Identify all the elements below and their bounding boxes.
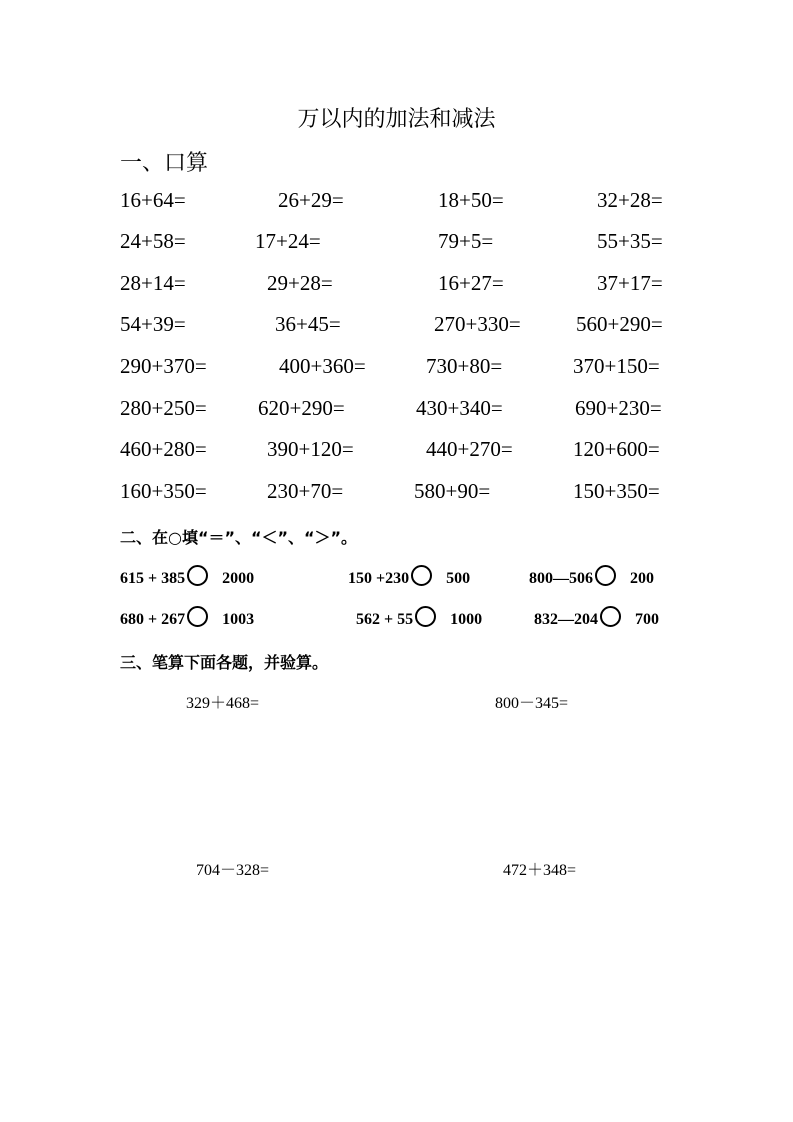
oral-item: 16+27= (438, 271, 504, 295)
compare-right: 200 (630, 569, 654, 587)
compare-right: 1003 (222, 610, 255, 628)
oral-item: 690+230= (575, 396, 662, 420)
oral-item: 280+250= (120, 396, 207, 420)
section2-heading: 二、在○填“＝”、“＜”、“＞”。 (120, 528, 358, 547)
oral-item: 560+290= (576, 312, 663, 336)
oral-item: 400+360= (279, 354, 366, 378)
oral-item: 36+45= (275, 312, 341, 336)
oral-item: 390+120= (267, 437, 354, 461)
oral-item: 55+35= (597, 229, 663, 253)
compare-right: 700 (635, 610, 659, 628)
oral-item: 26+29= (278, 188, 344, 212)
page-title: 万以内的加法和减法 (297, 107, 496, 132)
oral-item: 230+70= (267, 479, 344, 503)
oral-item: 160+350= (120, 479, 207, 503)
compare-item (120, 568, 254, 589)
answer-circle[interactable] (187, 606, 208, 627)
compare-right: 1000 (450, 610, 483, 628)
compare-item (348, 568, 470, 589)
oral-item: 730+80= (426, 354, 503, 378)
compare-left: 150 +230 (348, 569, 410, 587)
oral-item: 430+340= (416, 396, 503, 420)
oral-item: 17+24= (255, 229, 321, 253)
oral-item: 370+150= (573, 354, 660, 378)
oral-item: 460+280= (120, 437, 207, 461)
written-problem: 329＋468= (186, 695, 260, 712)
oral-item: 79+5= (438, 229, 494, 253)
answer-circle[interactable] (187, 565, 208, 586)
compare-left: 832—204 (534, 610, 598, 628)
answer-circle[interactable] (411, 565, 432, 586)
oral-item: 120+600= (573, 437, 660, 461)
compare-item (120, 609, 254, 630)
section3-heading: 三、笔算下面各题，并验算。 (120, 653, 329, 672)
oral-item: 54+39= (120, 312, 186, 336)
oral-item: 150+350= (573, 479, 660, 503)
compare-item (356, 609, 482, 630)
compare-item (534, 609, 659, 630)
oral-item: 29+28= (267, 271, 333, 295)
compare-left: 680 + 267 (120, 610, 186, 628)
oral-item: 620+290= (258, 396, 345, 420)
written-problem: 800－345= (495, 695, 569, 712)
oral-item: 18+50= (438, 188, 504, 212)
oral-item: 270+330= (434, 312, 521, 336)
oral-item: 290+370= (120, 354, 207, 378)
compare-right: 500 (446, 569, 471, 587)
oral-item: 16+64= (120, 188, 186, 212)
compare-left: 800—506 (529, 569, 593, 587)
compare-right: 2000 (222, 569, 255, 587)
compare-item (529, 568, 654, 589)
oral-item: 32+28= (597, 188, 663, 212)
oral-item: 580+90= (414, 479, 491, 503)
oral-item: 24+58= (120, 229, 186, 253)
written-problem: 704－328= (196, 862, 270, 879)
oral-item: 440+270= (426, 437, 513, 461)
compare-left: 562 + 55 (356, 610, 414, 628)
oral-item: 37+17= (597, 271, 663, 295)
answer-circle[interactable] (600, 606, 621, 627)
answer-circle[interactable] (415, 606, 436, 627)
compare-left: 615 + 385 (120, 569, 186, 587)
written-problem: 472＋348= (503, 862, 577, 879)
oral-item: 28+14= (120, 271, 186, 295)
section1-heading: 一、口算 (120, 151, 209, 176)
answer-circle[interactable] (595, 565, 616, 586)
